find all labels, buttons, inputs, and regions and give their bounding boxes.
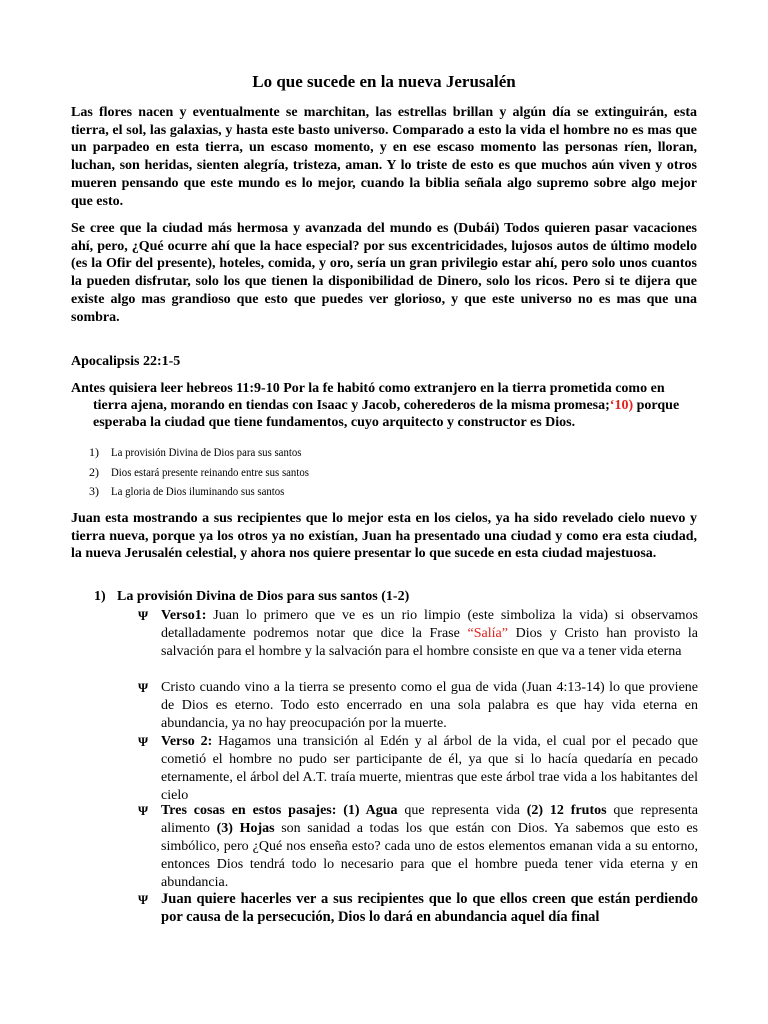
list-item-number: 1) <box>89 445 99 459</box>
outline-list <box>89 443 331 502</box>
psi-bullet-icon: Ψ <box>138 680 149 695</box>
bullet-label: Tres cosas en estos pasajes: <box>161 803 337 818</box>
list-item <box>89 482 331 502</box>
bullet-label: Verso 2: <box>161 734 213 749</box>
bullet-label: Verso1: <box>161 608 207 623</box>
verse-marker: ‘10) <box>609 398 634 413</box>
intro-paragraph-1: Las flores nacen y eventualmente se marchitan, las estrellas brillan y algún día se extinguirán, esta tierra, el sol, las galaxias, y hasta este basto universo. Comparado a esto la vida el hombre no es mas que un parpadeo en esta tierra, un escaso momento, y en ese escaso momento las personas ríen, lloran, luchan, son heridas, sienten alegría, tristeza, aman. Y lo triste de esto es que muchos aún viven y otros mueren pensando que este mundo es lo mejor, cuando la biblia señala algo supremo sobre algo mejor que esto. <box>71 105 697 209</box>
section-heading <box>94 589 409 605</box>
psi-bullet-icon: Ψ <box>138 803 149 818</box>
bullet-text: son sanidad a todas los que están con Dios. Ya sabemos que esto es simbólico, pero ¿Qué nos enseña esto? cada uno de estos elementos emanan vida a su entorno, entonces Dios tendrá todo lo necesario para que el hombre pueda tener vida eterna y en abundancia. <box>161 821 698 890</box>
bullet-text: que representa vida <box>397 803 527 818</box>
bullet-text: Hagamos una transición al Edén y al árbol de la vida, el cual por el pecado que cometió el hombre no pudo ser participante de él, ya que si lo hacía quedaría en pecado eternamente, el árbol del A.T. traía muerte, mientras que este árbol trae vida a los habitantes del cielo <box>161 734 698 803</box>
bullet-item <box>138 733 698 805</box>
list-item <box>89 443 331 463</box>
hebreos-text-continued: porque esperaba la ciudad que tiene fundamentos, cuyo arquitecto y constructor es Dios. <box>93 398 680 430</box>
bullet-text: Juan lo primero que ve es un rio limpio (este simboliza la vida) si observamos detalladamente podremos notar que dice la Frase <box>161 608 698 641</box>
bullet-text: Juan quiere hacerles ver a sus recipientes que lo que ellos creen que están perdiendo por causa de la persecución, Dios lo dará en abundancia aquel día final <box>161 891 698 925</box>
section-number: 1) <box>94 589 106 604</box>
hebreos-text: Antes quisiera leer hebreos 11:9-10 Por la fe habitó como extranjero en la tierra prometida como en tierra ajena, morando en tiendas con Isaac y Jacob, coherederos de la misma promesa; <box>71 381 665 413</box>
psi-bullet-icon: Ψ <box>138 734 149 749</box>
item-agua: (1) Agua <box>336 803 398 818</box>
item-hojas: (3) Hojas <box>216 821 275 836</box>
list-item-text: La provisión Divina de Dios para sus santos <box>111 445 302 459</box>
juan-paragraph: Juan esta mostrando a sus recipientes que lo mejor esta en los cielos, ya ha sido revelado cielo nuevo y tierra nueva, porque ya los otros ya no existían, Juan ha presentado una ciudad y como era esta ciudad, la nueva Jerusalén celestial, y ahora nos quiere presentar lo que sucede en esta ciudad majestuosa. <box>71 511 697 562</box>
page-title: Lo que sucede en la nueva Jerusalén <box>252 72 516 91</box>
list-item-number: 3) <box>89 484 99 498</box>
highlight-word: “Salía” <box>467 626 508 641</box>
list-item-text: La gloria de Dios iluminando sus santos <box>111 484 285 498</box>
bullet-item <box>138 891 698 926</box>
bullet-item <box>138 607 698 661</box>
hebreos-quote <box>71 380 691 431</box>
section-title: La provisión Divina de Dios para sus santos (1-2) <box>117 589 410 604</box>
bullet-item <box>138 679 698 733</box>
bullet-text-continued: Dios y Cristo han provisto la salvación para el hombre y la salvación para el hombre consiste en que va a tener vida eterna <box>161 626 698 659</box>
bullet-item <box>138 802 698 892</box>
list-item-text: Dios estará presente reinando entre sus santos <box>111 464 309 479</box>
item-frutos: (2) 12 frutos <box>526 803 607 818</box>
bullet-text: Cristo cuando vino a la tierra se presento como el gua de vida (Juan 4:13-14) lo que proviene de Dios es eterno. Todo esto encerrado en una sola palabra es que hay vida eterna en abundancia, ya no hay preocupación por la muerte. <box>161 680 698 731</box>
psi-bullet-icon: Ψ <box>138 608 149 623</box>
list-item-number: 2) <box>89 464 99 479</box>
scripture-reference: Apocalipsis 22:1-5 <box>71 354 181 369</box>
intro-paragraph-2: Se cree que la ciudad más hermosa y avanzada del mundo es (Dubái) Todos quieren pasar vacaciones ahí, pero, ¿Qué ocurre ahí que la hace especial? por sus excentricidades, lujosos autos de último modelo (es la Ofir del presente), hoteles, comida, y oro, sería un gran privilegio estar ahí, pero solo unos cuantos la pueden disfrutar, solo los que tienen la disponibilidad de Dinero, solo los ricos. Pero si te dijera que existe algo mas grandioso que esto que puedes ver glorioso, y que este universo no es mas que una sombra. <box>71 221 697 325</box>
psi-bullet-icon: Ψ <box>138 892 149 907</box>
list-item <box>89 463 331 483</box>
bullet-text: que representa alimento <box>161 803 698 836</box>
